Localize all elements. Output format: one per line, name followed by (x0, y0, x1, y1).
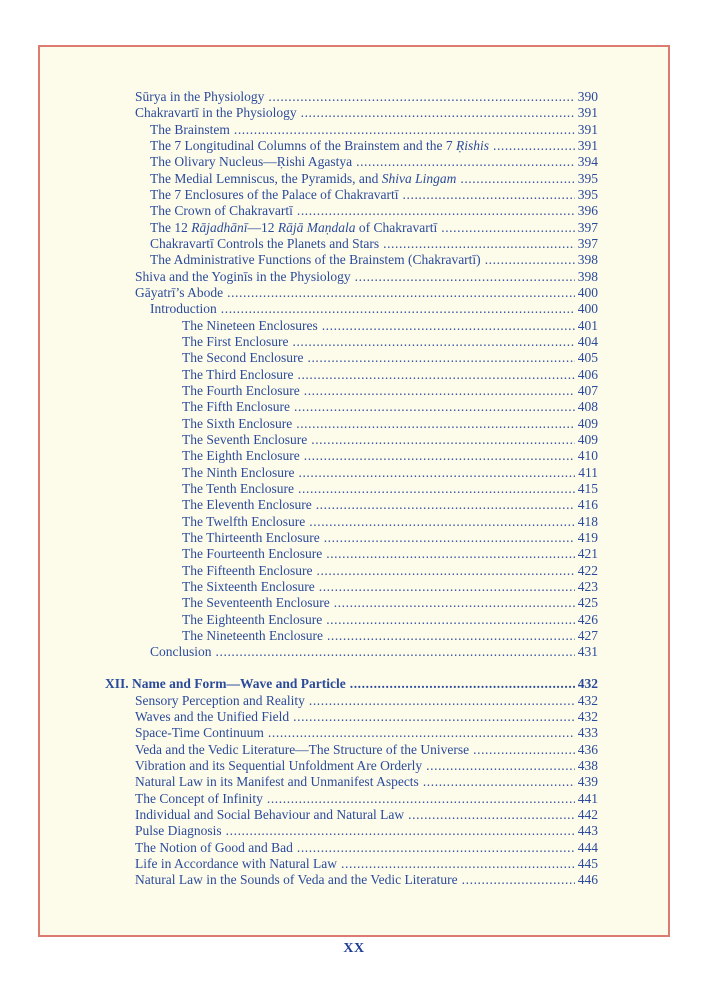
toc-entry-page-number: 391 (577, 137, 598, 153)
toc-entry-page-number: 397 (577, 219, 598, 235)
toc-entry-title: The Eighth Enclosure (182, 448, 300, 464)
dot-leader (221, 301, 575, 317)
toc-entry-page-number: 425 (577, 595, 598, 611)
toc-entry-title: The Sixth Enclosure (182, 415, 293, 431)
dot-leader (298, 481, 575, 497)
dot-leader (341, 856, 575, 872)
dot-leader (462, 872, 575, 888)
dot-leader (326, 546, 575, 562)
toc-entry-page-number: 397 (577, 235, 598, 251)
dot-leader (403, 187, 575, 203)
dot-leader (268, 725, 575, 741)
toc-entry (105, 220, 598, 236)
toc-entry-title: Natural Law in its Manifest and Unmanifest Aspects (135, 774, 419, 790)
toc-entry (105, 481, 598, 497)
toc-entry (105, 350, 598, 366)
toc-entry (105, 171, 598, 187)
toc-entry (105, 725, 598, 741)
dot-leader (307, 350, 574, 366)
toc-entry (105, 530, 598, 546)
toc-entry (105, 709, 598, 725)
toc-page-frame (38, 45, 670, 937)
toc-entry-title: The Thirteenth Enclosure (182, 529, 320, 545)
toc-entry-page-number: 394 (577, 154, 598, 170)
toc-entry-title: Conclusion (150, 644, 212, 660)
toc-entry-page-number: 442 (577, 807, 598, 823)
toc-entry (105, 758, 598, 774)
toc-entry-title: The 12 Rājadhānī—12 Rājā Maṇdala of Chakravartī (150, 219, 438, 235)
toc-entry-title: Waves and the Unified Field (135, 709, 290, 725)
dot-leader (326, 612, 575, 628)
toc-entry (105, 823, 598, 839)
dot-leader (296, 416, 575, 432)
toc-entry-page-number: 433 (577, 725, 598, 741)
toc-entry-title: Natural Law in the Sounds of Veda and the Vedic Literature (135, 872, 458, 888)
dot-leader (322, 318, 575, 334)
folio-page-number: XX (343, 941, 365, 956)
toc-entry-title: The Fourth Enclosure (182, 382, 300, 398)
toc-entry (105, 774, 598, 790)
toc-entry-page-number: 423 (577, 578, 598, 594)
toc-entry-title: The Crown of Chakravartī (150, 203, 293, 219)
toc-entry-page-number: 400 (577, 301, 598, 317)
toc-entry-page-number: 398 (577, 268, 598, 284)
toc-entry-title: Introduction (150, 301, 217, 317)
dot-leader (473, 742, 575, 758)
toc-entry-title: Veda and the Vedic Literature—The Structure of the Universe (135, 741, 470, 757)
toc-entry (105, 644, 598, 660)
toc-entry-page-number: 391 (577, 105, 598, 121)
toc-entry-page-number: 443 (577, 823, 598, 839)
toc-entry-page-number: 432 (577, 676, 598, 692)
dot-leader (316, 563, 574, 579)
toc-entry-title: The Ninth Enclosure (182, 464, 295, 480)
toc-entry-page-number: 422 (577, 562, 598, 578)
toc-entry-page-number: 416 (577, 497, 598, 513)
toc-entry (105, 203, 598, 219)
toc-entry (105, 791, 598, 807)
toc-entry-title: The Seventh Enclosure (182, 431, 308, 447)
toc-entry-title: The Second Enclosure (182, 350, 304, 366)
toc-entry (105, 416, 598, 432)
toc-entry-page-number: 446 (577, 872, 598, 888)
toc-entry-page-number: 432 (577, 709, 598, 725)
dot-leader (324, 530, 575, 546)
toc-entry-title: The Sixteenth Enclosure (182, 578, 315, 594)
toc-entry-page-number: 400 (577, 284, 598, 300)
dot-leader (297, 840, 575, 856)
toc-entry-title: The Medial Lemniscus, the Pyramids, and Shiva Lingam (150, 170, 457, 186)
toc-entry (105, 154, 598, 170)
toc-entry-title: Individual and Social Behaviour and Natural Law (135, 807, 405, 823)
toc-entry-page-number: 444 (577, 839, 598, 855)
toc-entry-title: The Notion of Good and Bad (135, 839, 293, 855)
toc-entry-title: The Olivary Nucleus—Ṛishi Agastya (150, 154, 353, 170)
toc-entry (105, 89, 598, 105)
toc-entry-title: The Tenth Enclosure (182, 480, 295, 496)
toc-entry-title: Life in Accordance with Natural Law (135, 856, 338, 872)
toc-entry-title: Chakravartī Controls the Planets and Stars (150, 235, 380, 251)
toc-entry-page-number: 411 (578, 464, 598, 480)
dot-leader (268, 89, 574, 105)
toc-entry-title: The 7 Longitudinal Columns of the Brainstem and the 7 Ṛishis (150, 137, 489, 153)
toc-entry-page-number: 391 (577, 121, 598, 137)
toc-entry-page-number: 421 (577, 546, 598, 562)
dot-leader (226, 823, 575, 839)
dot-leader (408, 807, 575, 823)
toc-entry-page-number: 406 (577, 366, 598, 382)
toc-entry-title: Sūrya in the Physiology (135, 89, 265, 104)
toc-entry-title: The Fourteenth Enclosure (182, 546, 323, 562)
toc-entry-page-number: 409 (577, 431, 598, 447)
dot-leader (485, 252, 575, 268)
toc-entry (105, 579, 598, 595)
toc-entry (105, 383, 598, 399)
toc-entry-page-number: 395 (577, 170, 598, 186)
toc-entry (105, 138, 598, 154)
toc-entry (105, 252, 598, 268)
dot-leader (493, 138, 575, 154)
dot-leader (292, 334, 574, 350)
toc-entry-title: The 7 Enclosures of the Palace of Chakravartī (150, 186, 399, 202)
toc-entry-title: Space-Time Continuum (135, 725, 264, 741)
dot-leader (304, 383, 575, 399)
toc-entry-page-number: 418 (577, 513, 598, 529)
dot-leader (355, 269, 575, 285)
dot-leader (356, 154, 575, 170)
dot-leader (383, 236, 575, 252)
toc-entry-page-number: 396 (577, 203, 598, 219)
toc-entry (105, 236, 598, 252)
toc-entry (105, 840, 598, 856)
toc-entry (105, 367, 598, 383)
toc-entry-title: The Fifth Enclosure (182, 399, 290, 415)
dot-leader (234, 122, 575, 138)
dot-leader (304, 448, 575, 464)
toc-entry-page-number: 438 (577, 758, 598, 774)
toc-entry-page-number: 431 (577, 644, 598, 660)
dot-leader (294, 399, 575, 415)
dot-leader (319, 579, 575, 595)
dot-leader (267, 791, 575, 807)
dot-leader (441, 220, 575, 236)
toc-entry (105, 693, 598, 709)
toc-entry-title: The Brainstem (150, 121, 230, 137)
dot-leader (216, 644, 575, 660)
toc-entry (105, 448, 598, 464)
dot-leader (293, 709, 575, 725)
toc-entry-page-number: 407 (577, 382, 598, 398)
toc-entry (105, 514, 598, 530)
dot-leader (311, 432, 575, 448)
toc-entry-page-number: 427 (577, 627, 598, 643)
toc-entry-title: The Twelfth Enclosure (182, 513, 306, 529)
toc-entry-title: Sensory Perception and Reality (135, 692, 305, 708)
toc-entry-title: The Concept of Infinity (135, 790, 263, 806)
toc-entry-title: The Third Enclosure (182, 366, 294, 382)
toc-entry-page-number: 409 (577, 415, 598, 431)
toc-entry-page-number: 441 (577, 790, 598, 806)
toc-entry (105, 122, 598, 138)
toc-entry-title: The Seventeenth Enclosure (182, 595, 330, 611)
toc-entry-title: XII. Name and Form—Wave and Particle (105, 676, 346, 692)
toc-entry-page-number: 398 (577, 252, 598, 268)
toc-entry-page-number: 408 (577, 399, 598, 415)
toc-entry-page-number: 401 (577, 317, 598, 333)
toc-entry (105, 546, 598, 562)
toc-entry-page-number: 410 (577, 448, 598, 464)
dot-leader (423, 774, 575, 790)
toc-entry (105, 187, 598, 203)
dot-leader (426, 758, 575, 774)
toc-entry (105, 742, 598, 758)
toc-entry (105, 612, 598, 628)
toc-entry (105, 595, 598, 611)
toc-entry (105, 497, 598, 513)
toc-entry-title: The Eighteenth Enclosure (182, 611, 323, 627)
toc-entry (105, 676, 598, 692)
table-of-contents (40, 47, 668, 889)
toc-entry-page-number: 404 (577, 333, 598, 349)
toc-entry-page-number: 445 (577, 856, 598, 872)
toc-entry (105, 432, 598, 448)
toc-entry (105, 872, 598, 888)
dot-leader (297, 367, 574, 383)
toc-entry (105, 285, 598, 301)
dot-leader (309, 514, 574, 530)
toc-entry-page-number: 405 (577, 350, 598, 366)
dot-leader (460, 171, 574, 187)
toc-entry (105, 628, 598, 644)
toc-entry (105, 318, 598, 334)
toc-entry (105, 269, 598, 285)
toc-entry (105, 399, 598, 415)
toc-entry-title: The Nineteenth Enclosure (182, 627, 323, 643)
toc-entry-title: The First Enclosure (182, 333, 289, 349)
toc-entry-title: Gāyatrī’s Abode (135, 284, 224, 300)
toc-entry-title: The Nineteen Enclosures (182, 317, 318, 333)
toc-entry-title: Vibration and its Sequential Unfoldment Are Orderly (135, 758, 423, 774)
toc-entry-title: Pulse Diagnosis (135, 823, 222, 839)
toc-entry (105, 301, 598, 317)
dot-leader (227, 285, 575, 301)
toc-entry-page-number: 415 (577, 480, 598, 496)
toc-entry-page-number: 436 (577, 741, 598, 757)
toc-entry (105, 465, 598, 481)
toc-entry (105, 807, 598, 823)
dot-leader (350, 676, 575, 692)
toc-entry (105, 563, 598, 579)
dot-leader (316, 497, 575, 513)
toc-entry (105, 105, 598, 121)
toc-entry-title: Shiva and the Yoginīs in the Physiology (135, 268, 351, 284)
dot-leader (327, 628, 575, 644)
toc-entry-page-number: 390 (577, 89, 598, 104)
toc-entry (105, 334, 598, 350)
toc-entry-title: The Fifteenth Enclosure (182, 562, 313, 578)
toc-entry-page-number: 419 (577, 529, 598, 545)
toc-entry-title: The Eleventh Enclosure (182, 497, 312, 513)
toc-entry-title: Chakravartī in the Physiology (135, 105, 297, 121)
dot-leader (334, 595, 575, 611)
dot-leader (309, 693, 575, 709)
dot-leader (301, 105, 575, 121)
dot-leader (297, 203, 575, 219)
toc-entry-page-number: 439 (577, 774, 598, 790)
toc-entry-page-number: 426 (577, 611, 598, 627)
toc-entry-page-number: 432 (577, 692, 598, 708)
toc-entry-page-number: 395 (577, 186, 598, 202)
toc-entry (105, 856, 598, 872)
toc-entry-title: The Administrative Functions of the Brainstem (Chakravartī) (150, 252, 481, 268)
dot-leader (298, 465, 575, 481)
